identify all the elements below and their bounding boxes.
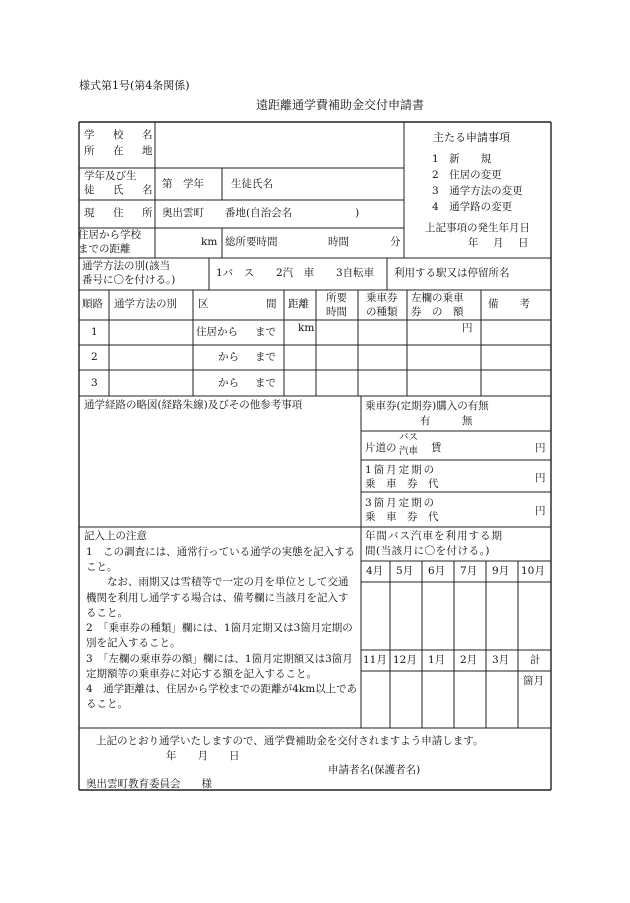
main-items-heading: 主たる申請事項 (433, 131, 510, 144)
header-ticket-line1: 乗車券 (366, 292, 398, 304)
oneway-yen: 円 (535, 442, 546, 454)
notes-heading: 記入上の注意 (84, 530, 147, 542)
annual-label-line2: 間(当該月に〇を付ける。) (365, 545, 490, 557)
route-row-3-no: 3 (91, 377, 98, 389)
applicant-label: 申請者名(保護者名) (328, 764, 421, 776)
method-label-line1: 通学方法の別(該当 (82, 260, 171, 272)
month-sep[interactable]: 9月 (492, 565, 510, 577)
header-method: 通学方法の別 (114, 298, 177, 310)
main-item-4: 4 通学路の変更 (432, 201, 513, 213)
note-item-1: 1 この調査には、通常行っている通学の実態を記入すること。 (86, 546, 356, 574)
method-label-line2: 番号に〇を付ける。) (82, 274, 176, 286)
month-apr[interactable]: 4月 (366, 565, 384, 577)
method-option-bus[interactable]: 1バ ス (216, 267, 255, 279)
main-item-3: 3 通学方法の変更 (432, 185, 523, 197)
month-may[interactable]: 5月 (396, 565, 414, 577)
route-row-3-from: から (218, 377, 239, 389)
note-item-1b: なお、雨期又は雪積等で一定の月を単位として交通機関を利用し通学する場合は、備考欄に当該月を記入すること。 (86, 576, 349, 619)
declaration-text: 上記のとおり通学いたしますので、通学費補助金を交付されますよう申請します。 (96, 735, 484, 747)
school-field[interactable] (157, 126, 402, 166)
occurrence-label: 上記事項の発生年月日 (425, 222, 530, 234)
route-row-2-from: から (218, 351, 239, 363)
month-dec[interactable]: 12月 (393, 654, 417, 666)
route-row-1-no: 1 (91, 326, 98, 338)
route-row-1-km: km (298, 322, 315, 334)
route-map-area[interactable] (82, 416, 358, 524)
header-distance: 距離 (288, 298, 309, 310)
header-ticket-line2: の種類 (366, 306, 398, 318)
hour-unit: 時間 (328, 236, 349, 248)
month-total-unit: 箇月 (523, 675, 544, 687)
annual-label-line1: 年間バス汽車を利用する期 (365, 530, 503, 542)
method-option-train[interactable]: 2汽 車 (276, 267, 315, 279)
notes-list (86, 545, 358, 712)
method-option-bicycle[interactable]: 3自転車 (336, 267, 375, 279)
student-name-label: 生徒氏名 (231, 178, 273, 190)
student-name-field[interactable] (290, 172, 400, 196)
one-month-line2: 乗 車 券 代 (365, 478, 439, 490)
header-section-to: 間 (266, 298, 277, 310)
oneway-suffix: 賃 (431, 442, 442, 454)
route-row-1-yen: 円 (462, 322, 473, 334)
occurrence-date: 年 月 日 (468, 237, 531, 249)
route-row-2-to: まで (255, 351, 276, 363)
header-section-from: 区 (198, 298, 209, 310)
route-row-1-to: まで (255, 326, 276, 338)
month-oct[interactable]: 10月 (521, 565, 545, 577)
student-label-line2: 徒 氏 名 (84, 184, 157, 196)
distance-unit: km (201, 236, 218, 248)
one-month-line1: 1箇月定期の (365, 464, 437, 476)
school-name-label: 学 校 名 (84, 129, 157, 141)
note-item-2: 2 「乗車券の種類」欄には、1箇月定期又は3箇月定期の別を記入すること。 (86, 622, 353, 650)
declaration-date[interactable]: 年 月 日 (166, 750, 240, 762)
route-map-label: 通学経路の略図(経路朱線)及びその他参考事項 (84, 399, 303, 411)
address-field[interactable]: 奥出雲町 番地(自治会名 ) (162, 207, 360, 219)
note-item-3: 3 「左欄の乗車券の額」欄には、1箇月定期額又は3箇月定期額等の乗車券に対応する額を記入すること。 (86, 652, 353, 680)
minute-unit: 分 (390, 236, 401, 248)
header-time-line2: 時間 (326, 306, 347, 318)
month-feb[interactable]: 2月 (460, 654, 478, 666)
month-total: 計 (530, 654, 541, 666)
address-label: 現 住 所 (84, 207, 157, 219)
main-item-2: 2 住居の変更 (432, 169, 502, 181)
purchase-values[interactable]: 有 無 (420, 415, 473, 427)
three-month-line1: 3箇月定期の (365, 497, 437, 509)
oneway-prefix: 片道の (365, 442, 397, 454)
student-label-line1: 学年及び生 (84, 170, 137, 182)
purchase-label: 乗車券(定期券)購入の有無 (365, 400, 489, 412)
grade-field[interactable]: 第 学年 (162, 178, 204, 190)
header-order: 順路 (82, 298, 103, 310)
distance-label-line2: までの距離 (78, 243, 131, 255)
recipient: 奥出雲町教育委員会 様 (86, 778, 212, 790)
header-remarks: 備 考 (488, 298, 530, 310)
station-label: 利用する駅又は停留所名 (394, 267, 510, 279)
month-nov[interactable]: 11月 (363, 654, 387, 666)
three-month-yen: 円 (535, 505, 546, 517)
form-number: 様式第1号(第4条関係) (79, 79, 190, 92)
route-row-1-from: 住居から (196, 326, 238, 338)
header-amount-line1: 左欄の乗車 (411, 292, 464, 304)
main-item-1: 1 新 規 (432, 153, 492, 165)
note-item-4: 4 通学距離は、住居から学校までの距離が4km以上であること。 (86, 682, 358, 711)
route-row-3-to: まで (255, 377, 276, 389)
total-time-label: 総所要時間 (225, 236, 278, 248)
month-mar[interactable]: 3月 (492, 654, 510, 666)
header-time-line1: 所要 (326, 292, 347, 304)
month-jun[interactable]: 6月 (428, 565, 446, 577)
oneway-bus: バス (399, 432, 419, 443)
page-title: 遠距離通学費補助金交付申請書 (256, 98, 425, 112)
distance-label-line1: 住居から学校 (78, 229, 141, 241)
route-row-2-no: 2 (91, 351, 98, 363)
oneway-train: 汽車 (399, 446, 419, 457)
school-address-label: 所 在 地 (84, 145, 157, 157)
three-month-line2: 乗 車 券 代 (365, 511, 439, 523)
one-month-yen: 円 (535, 472, 546, 484)
header-amount-line2: 券 の 額 (411, 306, 464, 318)
month-jan[interactable]: 1月 (428, 654, 446, 666)
month-jul[interactable]: 7月 (460, 565, 478, 577)
